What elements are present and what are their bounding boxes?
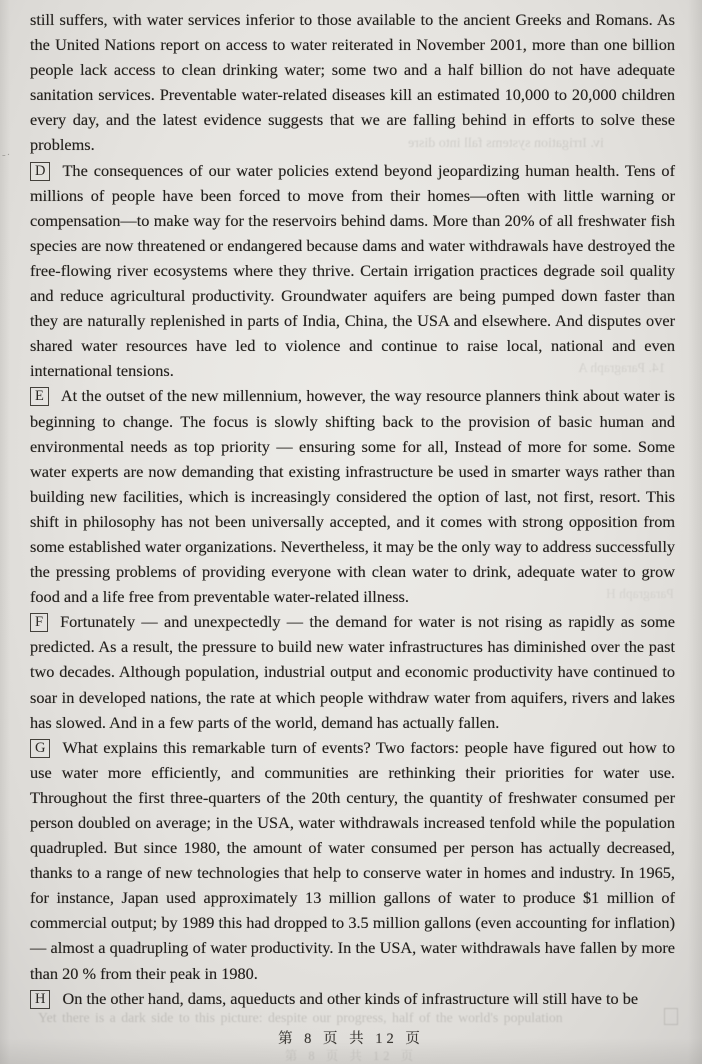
page-number-footer: 第 8 页 共 12 页: [278, 1031, 424, 1047]
paragraph-continuation: [30, 7, 675, 158]
paragraph-text: What explains this remarkable turn of events? Two factors: people have figured out how to use water more efficiently, and communities are rethinking their priorities for water use. Throughout the first three-quarters of the 20th century, the quantity of freshwater consumed per person doubled on average; in the USA, water withdrawals increased tenfold while the population quadrupled. But since 1980, the amount of water consumed per person has actually decreased, thanks to a range of new technologies that help to conserve water in homes and industry. In 1965, for instance, Japan used approximately 13 million gallons of water to produce $1 million of commercial output; by 1989 this had dropped to 3.5 million gallons (even accounting for inflation) — almost a quadrupling of water productivity. In the USA, water withdrawals have fallen by more than 20 % from their peak in 1980.: [30, 737, 675, 983]
paragraph-label-box: D: [30, 162, 50, 181]
bleed-through-text: Paragraph H: [606, 586, 674, 601]
paragraph-text: Fortunately — and unexpectedly — the demand for water is not rising as rapidly as some predicted. As a result, the pressure to build new water infrastructures has diminished over the past two decades. Although population, industrial output and economic productivity have continued to soar in developed nations, the rate at which people withdraw water from aquifers, rivers and lakes has slowed. And in a few parts of the world, demand has actually fallen.: [30, 612, 675, 732]
paragraph-text: On the other hand, dams, aqueducts and other kinds of infrastructure will still have to be: [62, 988, 639, 1008]
bleed-through-footer: 第 8 页 共 12 页: [284, 1049, 418, 1063]
paragraph-label-box: H: [30, 990, 50, 1009]
paragraph-d: [30, 158, 675, 384]
bleed-through-text: Yet there is a dark side to this picture: despite our progress, half of the world's population: [38, 1010, 563, 1025]
paragraph-text: The consequences of our water policies extend beyond jeopardizing human health. Tens of millions of people have been forced to move from their homes—often with little warning or compensation—to make way for the reservoirs behind dams. More than 20% of all freshwater fish species are now threatened or endangered because dams and water withdrawals have destroyed the free-flowing river ecosystems where they thrive. Certain irrigation practices degrade soil quality and reduce agricultural productivity. Groundwater aquifers are being pumped down faster than they are naturally replenished in parts of India, China, the USA and elsewhere. And disputes over shared water resources have led to violence and continue to raise local, national and even international tensions.: [30, 160, 675, 381]
bleed-through-text: iv. Irrigation systems fall into disre: [408, 136, 604, 151]
bleed-through-text: 14. Paragraph A: [578, 360, 666, 375]
paragraph-text: At the outset of the new millennium, however, the way resource planners think about water is beginning to change. The focus is slowly shifting back to the provision of basic human and environmental needs as top priority — ensuring some for all, Instead of more for some. Some water experts are now demanding that existing infrastructure be used in smarter ways rather than building new facilities, which is increasingly considered the option of last, not first, resort. This shift in philosophy has not been universally accepted, and it comes with strong opposition from some established water organizations. Nevertheless, it may be the only way to address successfully the pressing problems of providing everyone with clean water to drink, adequate water to grow food and a life free from preventable water-related illness.: [30, 386, 675, 607]
paragraph-h: [30, 986, 675, 1011]
paragraph-label-box: G: [30, 739, 50, 758]
margin-stray-mark: -·: [2, 149, 12, 161]
paragraph-e: [30, 383, 675, 609]
paragraph-f: [30, 609, 675, 734]
paragraph-label-box: F: [30, 613, 48, 632]
paragraph-g: [30, 735, 675, 986]
paragraph-label-box: E: [30, 387, 49, 406]
paragraph-text: still suffers, with water services inferior to those available to the ancient Greeks and Romans. As the United Nations report on access to water reiterated in November 2001, more than one billion people lack access to clean drinking water; some two and a half billion do not have adequate sanitation services. Preventable water-related diseases kill an estimated 10,000 to 20,000 children every day, and the latest evidence suggests that we are falling behind in efforts to solve these problems.: [30, 10, 675, 155]
